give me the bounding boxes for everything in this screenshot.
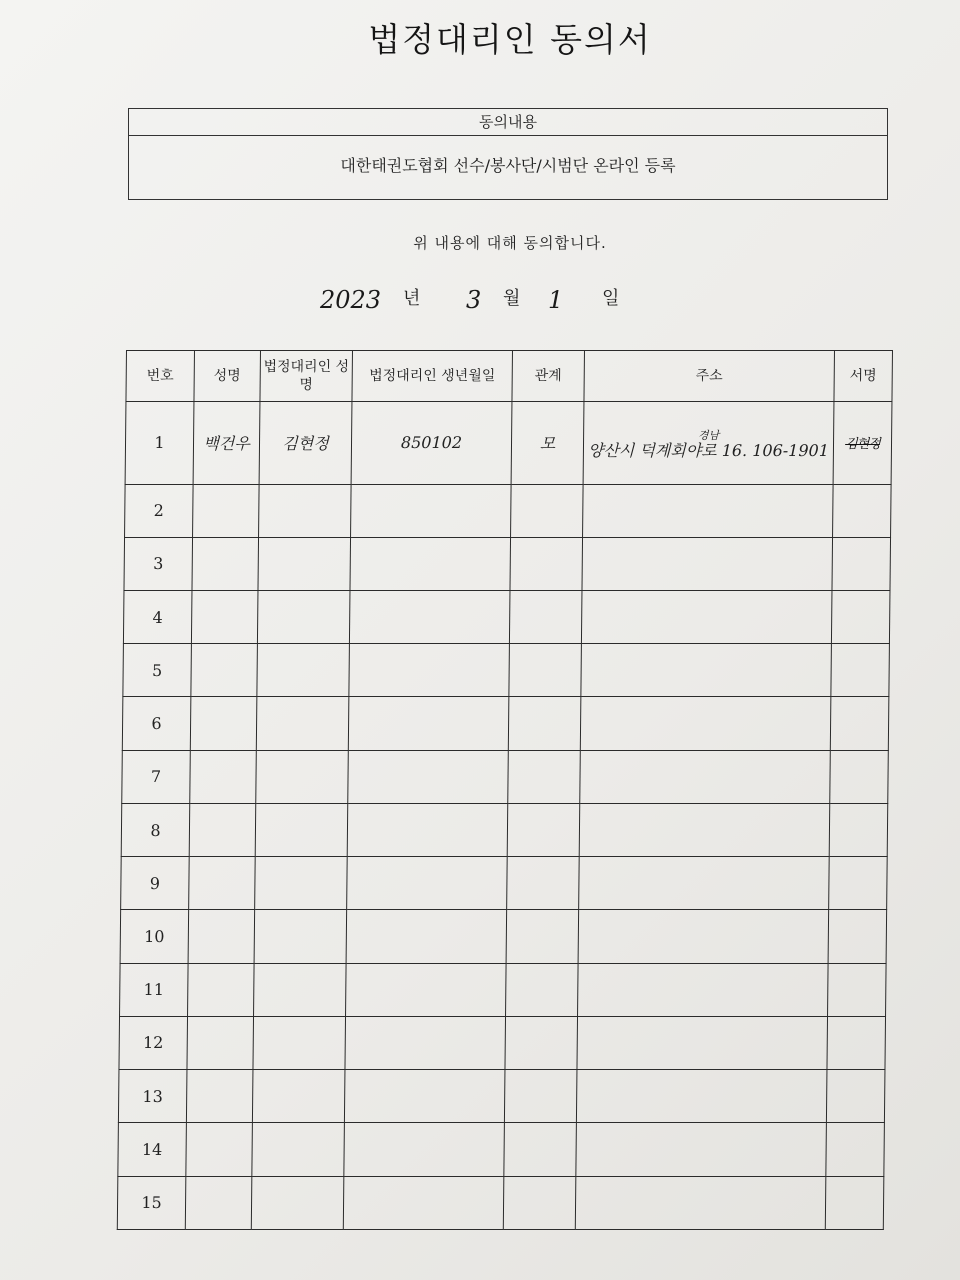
table-row — [121, 803, 888, 856]
cell-signature — [829, 857, 888, 910]
cell-relation — [505, 1016, 578, 1069]
cell-name — [192, 537, 259, 590]
cell-relation — [506, 963, 579, 1016]
cell-guardian-birth: 850102 — [351, 402, 512, 485]
cell-guardian-birth — [347, 803, 508, 856]
cell-signature — [832, 537, 891, 590]
cell-signature — [825, 1176, 884, 1229]
header-signature: 서명 — [834, 351, 893, 402]
handwritten-signature: 김현정 — [845, 437, 880, 453]
cell-guardian-birth — [350, 537, 511, 590]
table-row — [125, 402, 892, 485]
table-row — [121, 857, 888, 910]
header-name: 성명 — [194, 351, 261, 402]
cell-name — [191, 644, 258, 697]
cell-signature — [833, 484, 892, 537]
consent-box — [128, 108, 888, 200]
table-row — [117, 1176, 884, 1229]
table-header-row — [126, 351, 893, 402]
cell-address — [579, 803, 830, 856]
cell-address — [578, 963, 829, 1016]
cell-guardian-birth — [346, 910, 507, 963]
cell-name: 백건우 — [193, 402, 260, 485]
table-row — [118, 1070, 885, 1123]
address-line-2: 양산시 덕계회야로 16. 106-1901 — [587, 440, 830, 460]
cell-guardian-name — [257, 644, 350, 697]
cell-name — [188, 910, 255, 963]
cell-guardian-birth — [347, 857, 508, 910]
table-row — [123, 591, 890, 644]
cell-no: 2 — [125, 484, 194, 537]
date-day-label: 일 — [602, 288, 620, 309]
cell-address — [578, 910, 829, 963]
cell-relation — [503, 1176, 576, 1229]
cell-relation — [509, 644, 582, 697]
cell-guardian-birth — [344, 1070, 505, 1123]
cell-guardian-birth — [348, 750, 509, 803]
date-month-label: 월 — [503, 288, 521, 309]
cell-guardian-birth — [348, 697, 509, 750]
cell-address — [582, 537, 833, 590]
cell-address — [576, 1070, 827, 1123]
cell-address — [579, 857, 830, 910]
cell-no: 15 — [117, 1176, 186, 1229]
cell-guardian-name — [258, 537, 351, 590]
cell-relation — [509, 591, 582, 644]
cell-signature — [826, 1070, 885, 1123]
table-row — [119, 1016, 886, 1069]
cell-name — [189, 857, 256, 910]
agree-statement: 위 내용에 대해 동의합니다. — [413, 234, 607, 252]
cell-no: 7 — [122, 750, 191, 803]
cell-no: 5 — [123, 644, 192, 697]
guardian-table — [117, 350, 893, 1230]
cell-guardian-name — [256, 697, 349, 750]
cell-name — [188, 963, 255, 1016]
cell-no: 13 — [118, 1070, 187, 1123]
cell-name — [189, 803, 256, 856]
cell-signature — [831, 591, 890, 644]
document-title: 법정대리인 동의서 — [368, 20, 652, 59]
cell-guardian-birth — [345, 1016, 506, 1069]
cell-guardian-name — [255, 803, 348, 856]
cell-no: 8 — [121, 803, 190, 856]
cell-relation — [504, 1070, 577, 1123]
cell-signature — [831, 644, 890, 697]
cell-signature — [829, 803, 888, 856]
cell-signature — [833, 402, 892, 485]
cell-name — [186, 1123, 253, 1176]
cell-relation — [508, 697, 581, 750]
cell-name — [186, 1070, 253, 1123]
cell-guardian-name — [252, 1123, 345, 1176]
cell-address — [580, 697, 831, 750]
cell-address — [581, 644, 832, 697]
cell-relation — [507, 803, 580, 856]
table-row — [120, 963, 887, 1016]
cell-address — [575, 1176, 826, 1229]
cell-no: 12 — [119, 1016, 188, 1069]
cell-name — [190, 697, 257, 750]
cell-relation — [506, 910, 579, 963]
cell-relation — [504, 1123, 577, 1176]
header-no: 번호 — [126, 351, 195, 402]
cell-address — [583, 484, 834, 537]
cell-relation — [511, 484, 584, 537]
table-row — [124, 537, 891, 590]
header-guardian-birth: 법정대리인 생년월일 — [352, 351, 513, 402]
cell-no: 4 — [123, 591, 192, 644]
date-month: 3 — [466, 286, 482, 314]
cell-name — [190, 750, 257, 803]
header-guardian-name: 법정대리인 성명 — [260, 351, 353, 402]
cell-guardian-birth — [346, 963, 507, 1016]
cell-address — [577, 1016, 828, 1069]
cell-guardian-name — [257, 591, 350, 644]
cell-name — [185, 1176, 252, 1229]
cell-signature — [828, 910, 887, 963]
consent-content: 대한태권도협회 선수/봉사단/시범단 온라인 등록 — [340, 156, 676, 175]
cell-name — [187, 1016, 254, 1069]
cell-guardian-birth — [351, 484, 512, 537]
cell-guardian-name — [251, 1176, 344, 1229]
cell-no: 6 — [122, 697, 191, 750]
consent-header: 동의내용 — [129, 109, 887, 136]
cell-no: 11 — [120, 963, 189, 1016]
cell-address — [576, 1123, 827, 1176]
date-year: 2023 — [320, 286, 382, 314]
cell-relation — [510, 537, 583, 590]
cell-guardian-birth — [344, 1123, 505, 1176]
cell-signature — [830, 697, 889, 750]
header-relation: 관계 — [512, 351, 585, 402]
cell-relation: 모 — [511, 402, 584, 485]
cell-relation — [507, 857, 580, 910]
cell-guardian-name — [254, 963, 347, 1016]
cell-signature — [830, 750, 889, 803]
table-row — [122, 750, 889, 803]
table-body — [117, 402, 892, 1230]
cell-guardian-name — [252, 1070, 345, 1123]
cell-guardian-name — [254, 910, 347, 963]
cell-name — [193, 484, 260, 537]
table-row — [120, 910, 887, 963]
cell-guardian-name — [253, 1016, 346, 1069]
cell-guardian-name — [259, 484, 352, 537]
cell-address — [580, 750, 831, 803]
date-year-label: 년 — [403, 288, 421, 309]
cell-no: 9 — [121, 857, 190, 910]
address-line-1: 경남 — [697, 428, 720, 442]
cell-no: 14 — [118, 1123, 187, 1176]
cell-guardian-name — [256, 750, 349, 803]
cell-no: 3 — [124, 537, 193, 590]
cell-signature — [827, 1016, 886, 1069]
cell-signature — [826, 1123, 885, 1176]
table-row — [122, 697, 889, 750]
cell-relation — [508, 750, 581, 803]
header-address: 주소 — [584, 351, 835, 402]
cell-address — [583, 402, 834, 485]
cell-address — [581, 591, 832, 644]
cell-signature — [828, 963, 887, 1016]
cell-guardian-name — [255, 857, 348, 910]
cell-name — [191, 591, 258, 644]
date-day: 1 — [548, 286, 564, 314]
cell-guardian-name: 김현정 — [259, 402, 352, 485]
table-row — [125, 484, 892, 537]
cell-no: 1 — [125, 402, 194, 485]
cell-guardian-birth — [343, 1176, 504, 1229]
cell-guardian-birth — [349, 591, 510, 644]
cell-guardian-birth — [349, 644, 510, 697]
table-row — [118, 1123, 885, 1176]
table-row — [123, 644, 890, 697]
cell-no: 10 — [120, 910, 189, 963]
